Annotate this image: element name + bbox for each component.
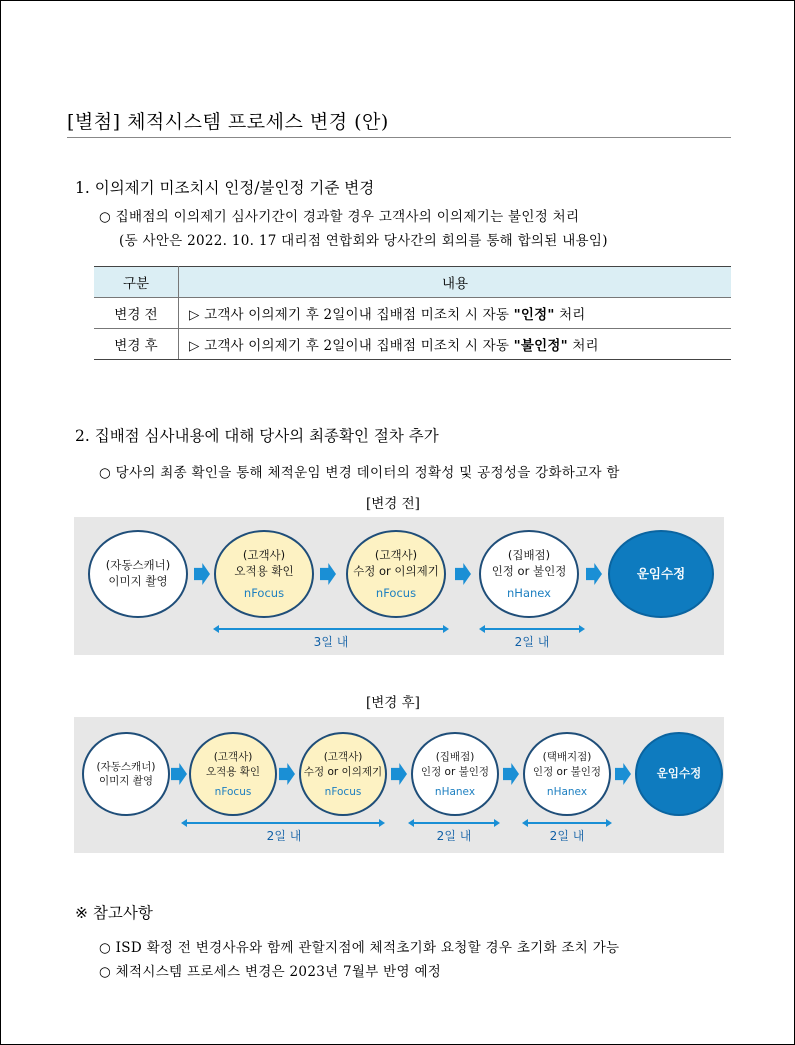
- arrow-right-icon: [194, 563, 210, 585]
- node-line2: 이미지 촬영: [98, 775, 154, 787]
- node-system: nFocus: [214, 785, 252, 798]
- node-line2: 인정 or 불인정: [420, 765, 490, 778]
- table-header-content: 내용: [179, 267, 732, 298]
- node-line1: (자동스캐너): [96, 760, 156, 773]
- section1-title: 1. 이의제기 미조치시 인정/불인정 기준 변경: [75, 179, 375, 197]
- arrow-right-icon: [455, 563, 471, 585]
- node-line1: (고객사): [213, 751, 253, 764]
- section1-line1: ○ 집배점의 이의제기 심사기간이 경과할 경우 고객사의 이의제기는 불인정 처리: [99, 209, 580, 225]
- notes-line2: ○ 체적시스템 프로세스 변경은 2023년 7월부 반영 예정: [99, 964, 442, 980]
- flow-before-diagram: [74, 517, 724, 655]
- node-line1: (집배점): [507, 547, 551, 562]
- node-line1: (고객사): [323, 751, 363, 764]
- node-line2: 수정 or 이의제기: [303, 765, 383, 778]
- node-line1: (고객사): [242, 547, 286, 562]
- node-system: nHanex: [546, 785, 588, 798]
- node-scanner: [82, 732, 170, 816]
- arrow-right-icon: [503, 763, 519, 785]
- flow-after-label: [변경 후]: [366, 695, 420, 711]
- duration-label: 2일 내: [266, 829, 302, 843]
- node-customer-objection: [299, 732, 387, 816]
- node-line1: (고객사): [374, 547, 418, 562]
- section1-line2: (동 사안은 2022. 10. 17 대리점 연합회와 당사간의 회의를 통해 합의된 내용임): [119, 233, 608, 249]
- node-line1: (택배지점): [542, 751, 592, 764]
- arrow-right-icon: [320, 563, 336, 585]
- table-header-category: 구분: [94, 267, 179, 298]
- notes-line1: ○ ISD 확정 전 변경사유와 함께 관할지점에 체적초기화 요청할 경우 초기화 조치 가능: [99, 940, 620, 956]
- duration-bar: [413, 822, 495, 824]
- arrow-right-icon: [391, 763, 407, 785]
- row-label: 변경 후: [94, 329, 179, 360]
- node-hub-review: [523, 732, 611, 816]
- document-title: [별첨] 체적시스템 프로세스 변경 (안): [67, 111, 389, 133]
- node-line2: 수정 or 이의제기: [353, 563, 439, 578]
- duration-label: 2일 내: [436, 829, 472, 843]
- node-fare-update: [608, 530, 714, 618]
- section2-line1: ○ 당사의 최종 확인을 통해 체적운임 변경 데이터의 정확성 및 공정성을 강화하고자 함: [99, 465, 620, 481]
- row-content-bold: "불인정": [513, 338, 568, 354]
- table-header-row: [94, 267, 731, 298]
- node-system: nHanex: [507, 586, 551, 601]
- row-content-bold: "인정": [513, 307, 555, 323]
- row-content-post: 처리: [554, 307, 586, 323]
- node-line2: 오적용 확인: [205, 765, 261, 778]
- duration-label: 2일 내: [514, 635, 550, 649]
- table-row: [94, 329, 731, 360]
- node-line1: (자동스캐너): [105, 558, 171, 573]
- notes-title: ※ 참고사항: [75, 904, 153, 922]
- duration-bar: [218, 628, 444, 630]
- table-row: [94, 298, 731, 329]
- node-line1: 운임수정: [636, 565, 686, 581]
- node-scanner: [88, 530, 188, 618]
- node-system: nFocus: [243, 586, 285, 601]
- row-content-post: 처리: [567, 338, 599, 354]
- node-line2: 이미지 촬영: [108, 574, 168, 588]
- node-system: nFocus: [324, 785, 362, 798]
- node-line1: 운임수정: [656, 766, 702, 781]
- section2-title: 2. 집배점 심사내용에 대해 당사의 최종확인 절차 추가: [75, 427, 439, 445]
- node-line1: (집배점): [435, 751, 475, 764]
- node-branch-review: [411, 732, 499, 816]
- flow-before-label: [변경 전]: [366, 496, 420, 512]
- duration-label: 2일 내: [549, 829, 585, 843]
- arrow-right-icon: [586, 563, 602, 585]
- node-fare-update: [635, 732, 723, 816]
- arrow-right-icon: [171, 763, 187, 785]
- duration-label: 3일 내: [313, 635, 349, 649]
- node-line2: 인정 or 불인정: [491, 563, 567, 578]
- node-branch-review: [479, 530, 579, 618]
- node-customer-check: [189, 732, 277, 816]
- row-label: 변경 전: [94, 298, 179, 329]
- node-system: nFocus: [375, 586, 417, 601]
- criteria-table: [94, 266, 731, 360]
- node-line2: 인정 or 불인정: [532, 765, 602, 778]
- node-system: nHanex: [434, 785, 476, 798]
- duration-bar: [484, 628, 580, 630]
- node-line2: 오적용 확인: [234, 563, 294, 578]
- duration-bar: [186, 822, 380, 824]
- row-content: [179, 298, 732, 329]
- flow-after-diagram: [74, 717, 724, 853]
- arrow-right-icon: [279, 763, 295, 785]
- node-customer-check: [214, 530, 314, 618]
- duration-bar: [527, 822, 607, 824]
- arrow-right-icon: [615, 763, 631, 785]
- title-divider: [67, 137, 731, 138]
- row-content-pre: ▷ 고객사 이의제기 후 2일이내 집배점 미조치 시 자동: [189, 338, 514, 354]
- row-content: [179, 329, 732, 360]
- node-customer-objection: [346, 530, 446, 618]
- row-content-pre: ▷ 고객사 이의제기 후 2일이내 집배점 미조치 시 자동: [189, 307, 514, 323]
